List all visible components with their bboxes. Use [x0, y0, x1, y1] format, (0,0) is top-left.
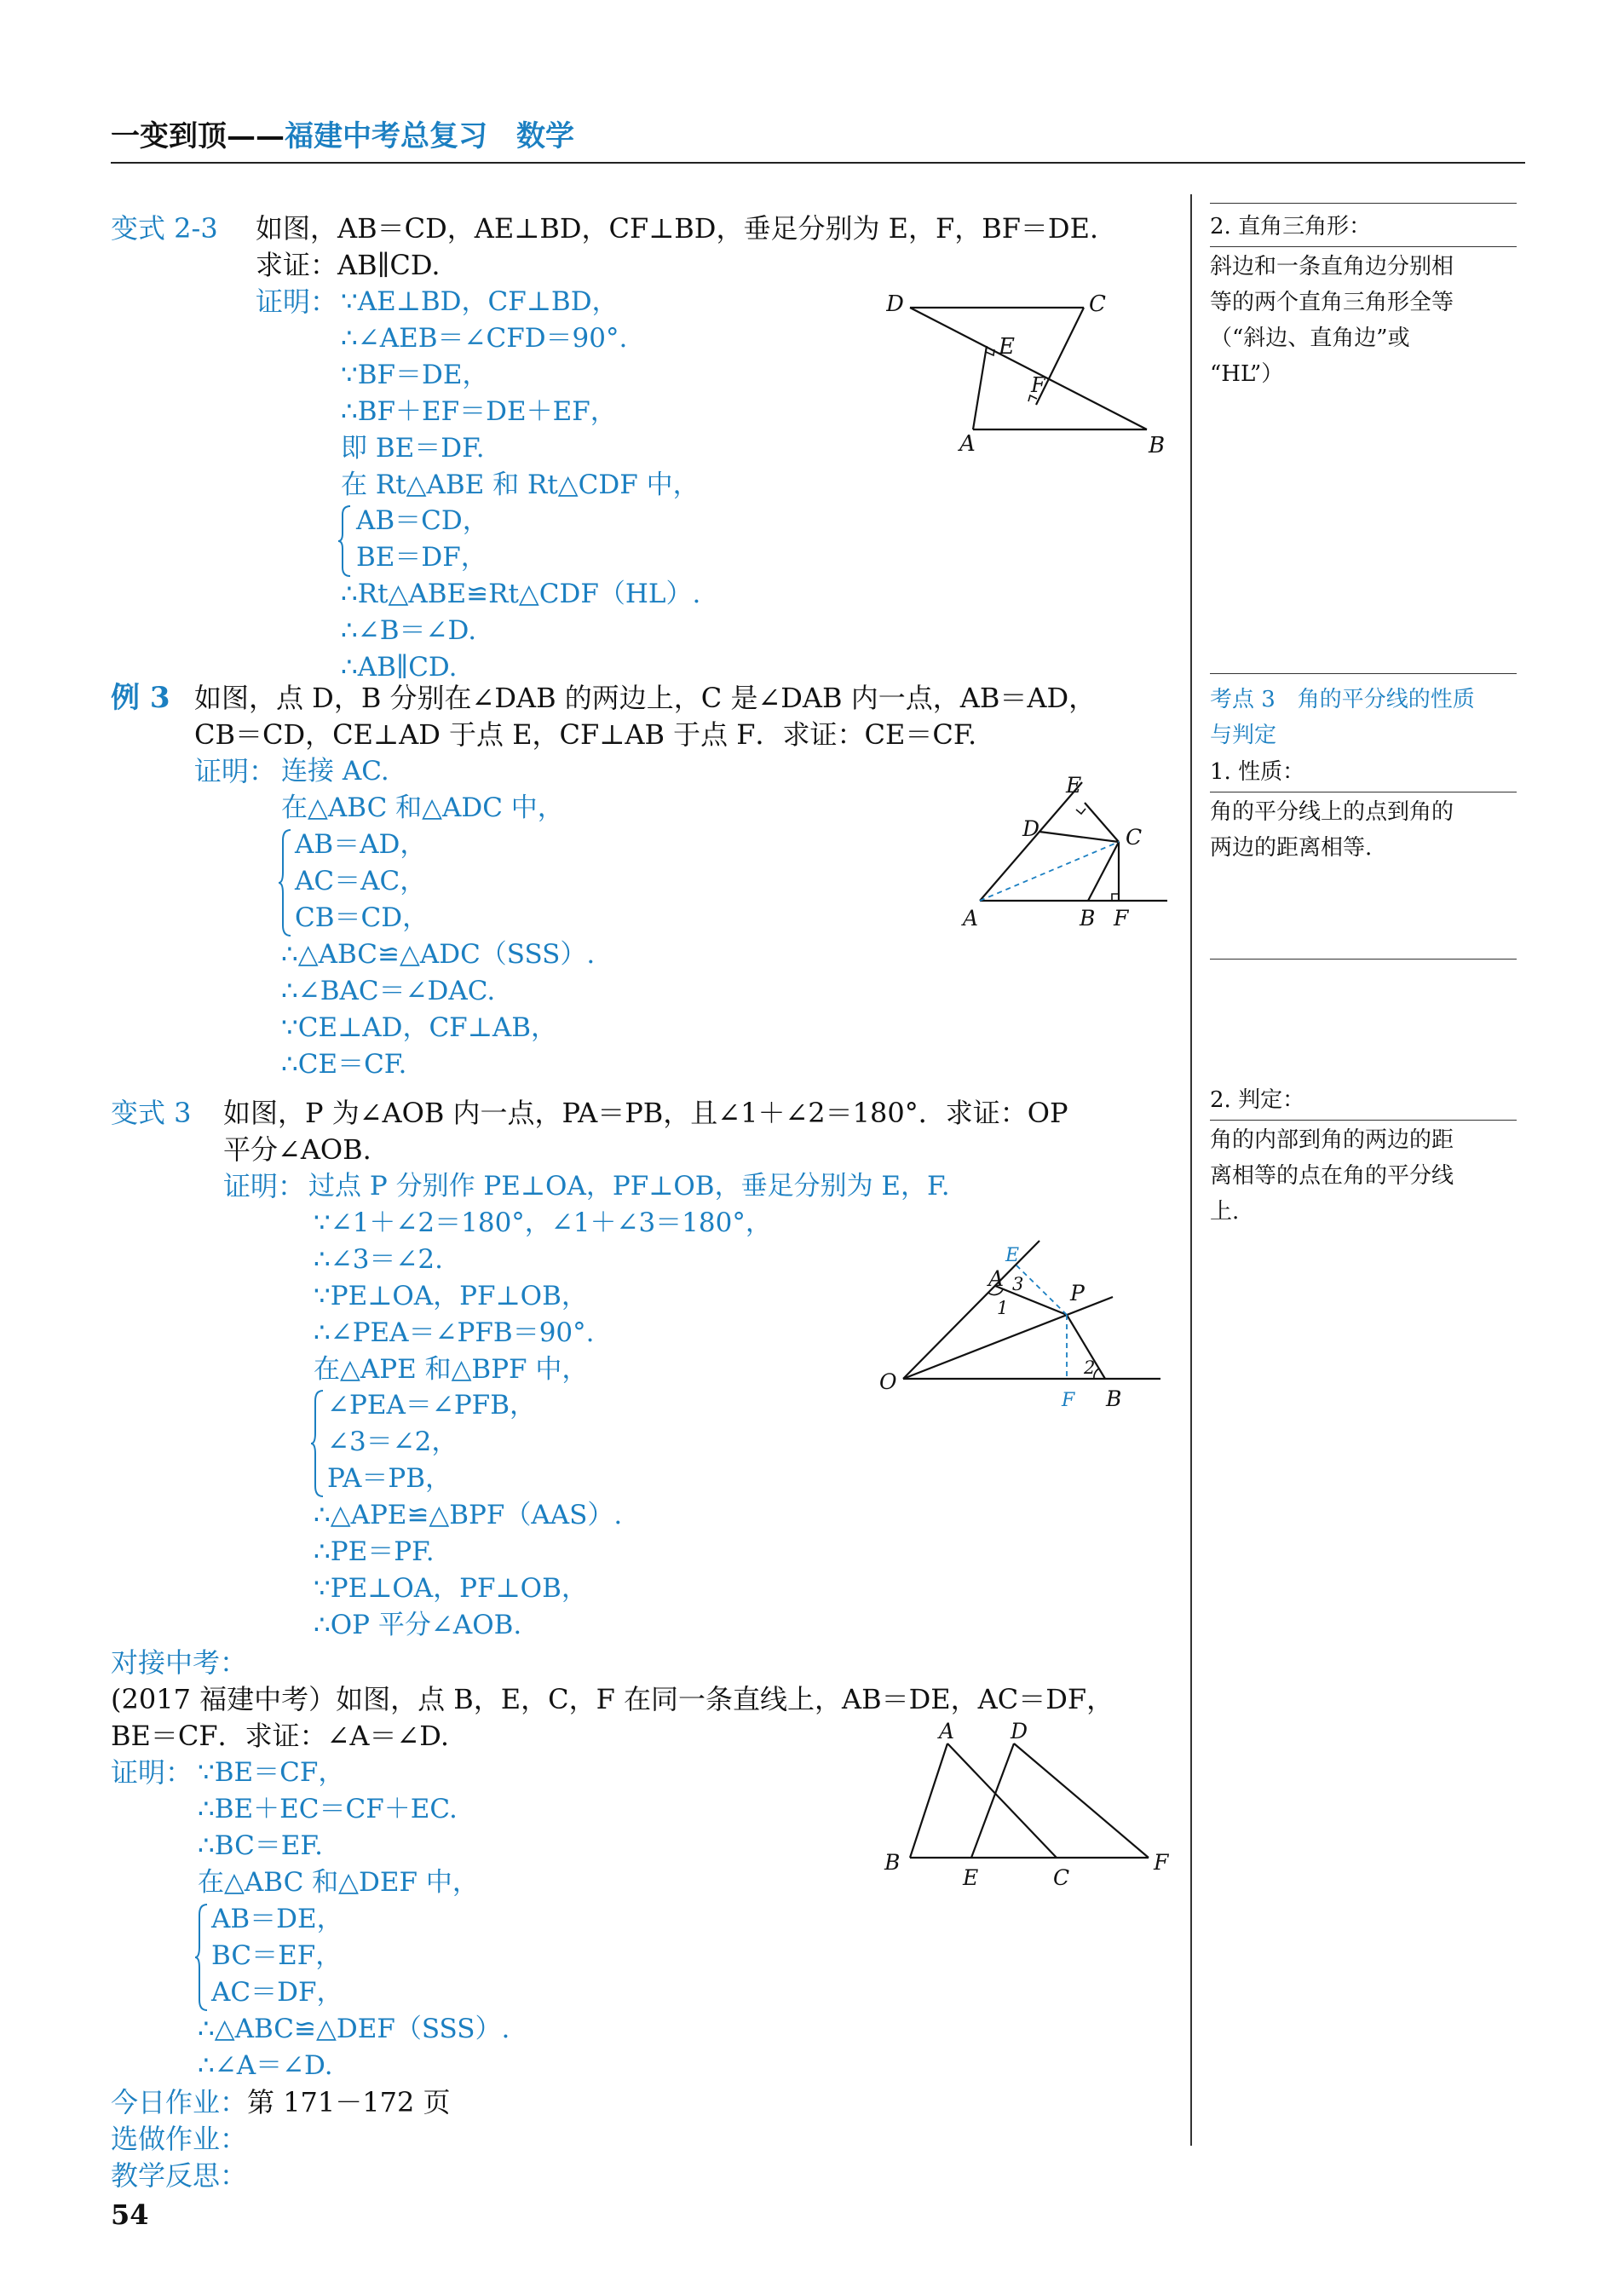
variant-3-proof-label: 证明：	[223, 1170, 306, 1202]
segment-ae	[973, 346, 987, 429]
segment-df	[1014, 1743, 1149, 1858]
label-angle-1: 1	[997, 1298, 1009, 1318]
exam-proof	[198, 1791, 479, 1901]
sidebar-rule	[1210, 959, 1517, 960]
system-line: BC＝EF，	[211, 1940, 343, 1971]
page-number: 54	[111, 2199, 149, 2231]
segment-ba	[910, 1743, 947, 1858]
header-prefix: 一变到顶——	[111, 119, 285, 153]
system-line: CB＝CD，	[295, 902, 429, 933]
system-brace	[337, 504, 353, 578]
segment-ac	[947, 1743, 1057, 1858]
homework-label: 今日作业：	[111, 2086, 248, 2118]
proof-line: ∵CE⊥AD，CF⊥AB，	[281, 1012, 558, 1043]
exam-question-2: BE＝CF．求证：∠A＝∠D.	[111, 1720, 449, 1752]
example-3-question-2: CB＝CD，CE⊥AD 于点 E，CF⊥AB 于点 F．求证：CE＝CF.	[194, 718, 977, 751]
system-line: AC＝AC，	[295, 866, 427, 896]
label-c: C	[1053, 1865, 1070, 1890]
system-line: BE＝DF，	[356, 542, 487, 573]
proof-line: ∵AE⊥BD，CF⊥BD，	[341, 286, 619, 317]
segment-ed	[971, 1743, 1014, 1858]
label-p: P	[1070, 1281, 1085, 1305]
figure-exam	[878, 1721, 1176, 1892]
variant-2-3-conclusion	[341, 576, 700, 686]
label-o: O	[879, 1369, 897, 1394]
label-d: D	[886, 291, 904, 317]
proof-line: ∵PE⊥OA，PF⊥OB，	[314, 1573, 588, 1604]
variant-2-3-question-2: 求证：AB∥CD.	[256, 249, 441, 281]
exam-system	[211, 1901, 343, 2011]
variant-3-question-1: 如图，P 为∠AOB 内一点，PA＝PB，且∠1＋∠2＝180°．求证：OP	[223, 1097, 1068, 1129]
sidebar-line: 与判定	[1210, 723, 1277, 748]
header-subject: 数学	[516, 119, 574, 153]
label-b: B	[1149, 433, 1166, 458]
proof-line: 在 Rt△ABE 和 Rt△CDF 中，	[341, 470, 700, 500]
label-a: A	[988, 1266, 1005, 1291]
sidebar-line: （“斜边、直角边”或	[1210, 326, 1410, 351]
example-3-system	[295, 827, 429, 937]
sidebar-topic-title	[1210, 682, 1517, 753]
segment-ac-dashed	[980, 842, 1119, 901]
sidebar-line: 两边的距离相等.	[1210, 835, 1373, 861]
sidebar-line: 角的平分线上的点到角的	[1210, 799, 1454, 825]
label-d: D	[1022, 816, 1040, 841]
proof-line: ∴BC＝EF.	[198, 1830, 323, 1861]
example-3-question-1: 如图，点 D，B 分别在∠DAB 的两边上，C 是∠DAB 内一点，AB＝AD，	[194, 682, 1097, 714]
label-c: C	[1089, 291, 1106, 317]
figure-variant-3	[869, 1227, 1176, 1419]
variant-2-3-question-1: 如图，AB＝CD，AE⊥BD，CF⊥BD，垂足分别为 E，F，BF＝DE.	[256, 212, 1099, 245]
sidebar-line: 2. 直角三角形：	[1210, 214, 1372, 239]
proof-line: ∴△ABC≌△DEF（SSS）.	[198, 2014, 510, 2044]
variant-2-3-proof-label: 证明：	[256, 285, 338, 318]
running-header	[111, 112, 574, 154]
variant-3-conclusion	[314, 1497, 622, 1644]
proof-line: ∴△ABC≌△ADC（SSS）.	[281, 939, 596, 970]
label-b: B	[1106, 1386, 1122, 1411]
label-f: F	[1114, 906, 1129, 931]
proof-line: ∵PE⊥OA，PF⊥OB，	[314, 1281, 588, 1311]
exam-proof-first: ∵BE＝CF，	[198, 1757, 345, 1788]
label-a: A	[963, 906, 979, 931]
proof-line: ∴△APE≌△BPF（AAS）.	[314, 1500, 623, 1530]
exam-question-1: (2017 福建中考）如图，点 B，E，C，F 在同一条直线上，AB＝DE，AC＝DF，	[111, 1683, 1114, 1715]
label-a: A	[939, 1721, 955, 1743]
sidebar-rule	[1210, 673, 1517, 674]
system-line: ∠3＝∠2，	[327, 1426, 458, 1457]
example-3-conclusion	[281, 937, 595, 1083]
exam-heading: 对接中考：	[111, 1646, 248, 1679]
segment-db	[910, 308, 1147, 429]
exam-proof-label: 证明：	[111, 1756, 193, 1789]
label-c: C	[1126, 825, 1143, 850]
header-rule	[111, 162, 1525, 164]
sidebar-judgement	[1210, 1082, 1517, 1230]
example-3-proof-first: 连接 AC.	[281, 756, 389, 787]
homework-value: 第 171－172 页	[247, 2086, 451, 2118]
label-b: B	[884, 1850, 901, 1875]
example-3-proof-line: 在△ABC 和△ADC 中，	[281, 792, 564, 823]
right-angle-e	[1076, 809, 1086, 814]
proof-line: ∴∠AEB＝∠CFD＝90°.	[341, 323, 628, 354]
sidebar-line: 离相等的点在角的平分线	[1210, 1163, 1454, 1189]
sidebar-rule	[1210, 246, 1517, 247]
proof-line: 在△APE 和△BPF 中，	[314, 1354, 589, 1385]
label-angle-2: 2	[1084, 1357, 1096, 1378]
example-3-label: 例 3	[111, 681, 170, 715]
right-angle-f	[1112, 894, 1119, 901]
sidebar-line: 1. 性质：	[1210, 759, 1305, 785]
variant-3-label: 变式 3	[111, 1097, 192, 1129]
segment-dc	[1039, 832, 1119, 842]
proof-line: ∴Rt△ABE≌Rt△CDF（HL）.	[341, 579, 701, 609]
system-line: ∠PEA＝∠PFB，	[327, 1390, 536, 1421]
label-a: A	[959, 431, 976, 457]
system-brace	[310, 1389, 325, 1498]
proof-line: ∴∠B＝∠D.	[341, 615, 477, 646]
variant-3-proof	[314, 1205, 772, 1388]
sidebar-line: 等的两个直角三角形全等	[1210, 290, 1454, 315]
figure-example-3	[950, 771, 1180, 937]
sidebar-line: 2. 判定：	[1210, 1087, 1305, 1113]
label-e: E	[1066, 773, 1082, 798]
sidebar-property	[1210, 754, 1517, 866]
sidebar-line: 考点 3 角的平分线的性质	[1210, 687, 1475, 712]
proof-line: ∵BF＝DE，	[341, 360, 489, 390]
label-e: E	[1005, 1245, 1020, 1266]
proof-line: ∴AB∥CD.	[341, 652, 458, 683]
sidebar-line: 上.	[1210, 1199, 1240, 1225]
homework-line	[111, 2084, 451, 2121]
system-brace	[194, 1903, 210, 2012]
exam-conclusion	[198, 2011, 510, 2084]
ray-ad	[980, 782, 1082, 901]
system-line: AC＝DF，	[211, 1977, 343, 2008]
proof-line: ∴CE＝CF.	[281, 1049, 407, 1080]
segment-ce	[1085, 803, 1119, 842]
column-divider	[1190, 194, 1192, 2146]
proof-line: 在△ABC 和△DEF 中，	[198, 1867, 479, 1898]
proof-line: ∴PE＝PF.	[314, 1536, 435, 1567]
label-f: F	[1062, 1390, 1075, 1411]
proof-line: ∵∠1＋∠2＝180°，∠1＋∠3＝180°，	[314, 1207, 772, 1238]
optional-homework-label: 选做作业：	[111, 2123, 248, 2155]
system-line: AB＝AD，	[295, 829, 427, 860]
proof-line: ∴∠A＝∠D.	[198, 2050, 333, 2081]
label-f: F	[1154, 1850, 1169, 1875]
variant-2-3-proof	[341, 284, 700, 504]
proof-line: 即 BE＝DF.	[341, 433, 485, 464]
variant-2-3-label: 变式 2-3	[111, 212, 218, 245]
variant-3-question-2: 平分∠AOB.	[223, 1133, 371, 1166]
proof-line: ∴∠BAC＝∠DAC.	[281, 976, 496, 1006]
label-e: E	[999, 334, 1015, 360]
proof-line: ∴∠PEA＝∠PFB＝90°.	[314, 1317, 595, 1348]
label-e: E	[963, 1865, 979, 1890]
system-line: AB＝DE，	[211, 1904, 343, 1934]
label-d: D	[1011, 1721, 1028, 1743]
header-book: 福建中考总复习	[285, 119, 487, 153]
variant-2-3-system	[356, 503, 489, 576]
label-angle-3: 3	[1012, 1274, 1024, 1294]
system-line: AB＝CD，	[356, 505, 489, 536]
proof-line: ∴BE＋EC＝CF＋EC.	[198, 1794, 458, 1824]
sidebar-rule	[1210, 1120, 1517, 1121]
label-b: B	[1080, 906, 1096, 931]
segment-cb	[1088, 842, 1119, 901]
figure-variant-2-3	[886, 285, 1176, 464]
sidebar-rule	[1210, 203, 1517, 204]
reflection-label: 教学反思：	[111, 2159, 248, 2192]
sidebar-line: “HL”）	[1210, 361, 1284, 387]
proof-line: ∴∠3＝∠2.	[314, 1244, 443, 1275]
system-brace	[278, 828, 293, 937]
variant-3-system	[327, 1387, 536, 1497]
variant-3-proof-first: 过点 P 分别作 PE⊥OA，PF⊥OB，垂足分别为 E，F.	[308, 1171, 950, 1202]
system-line: PA＝PB，	[327, 1463, 452, 1494]
sidebar-hl-note	[1210, 209, 1517, 392]
label-f: F	[1031, 373, 1045, 397]
proof-line: ∴BF＋EF＝DE＋EF，	[341, 396, 617, 427]
sidebar-line: 斜边和一条直角边分别相	[1210, 254, 1454, 280]
sidebar-line: 角的内部到角的两边的距	[1210, 1127, 1454, 1153]
example-3-proof-label: 证明：	[194, 755, 277, 787]
proof-line: ∴OP 平分∠AOB.	[314, 1610, 522, 1640]
